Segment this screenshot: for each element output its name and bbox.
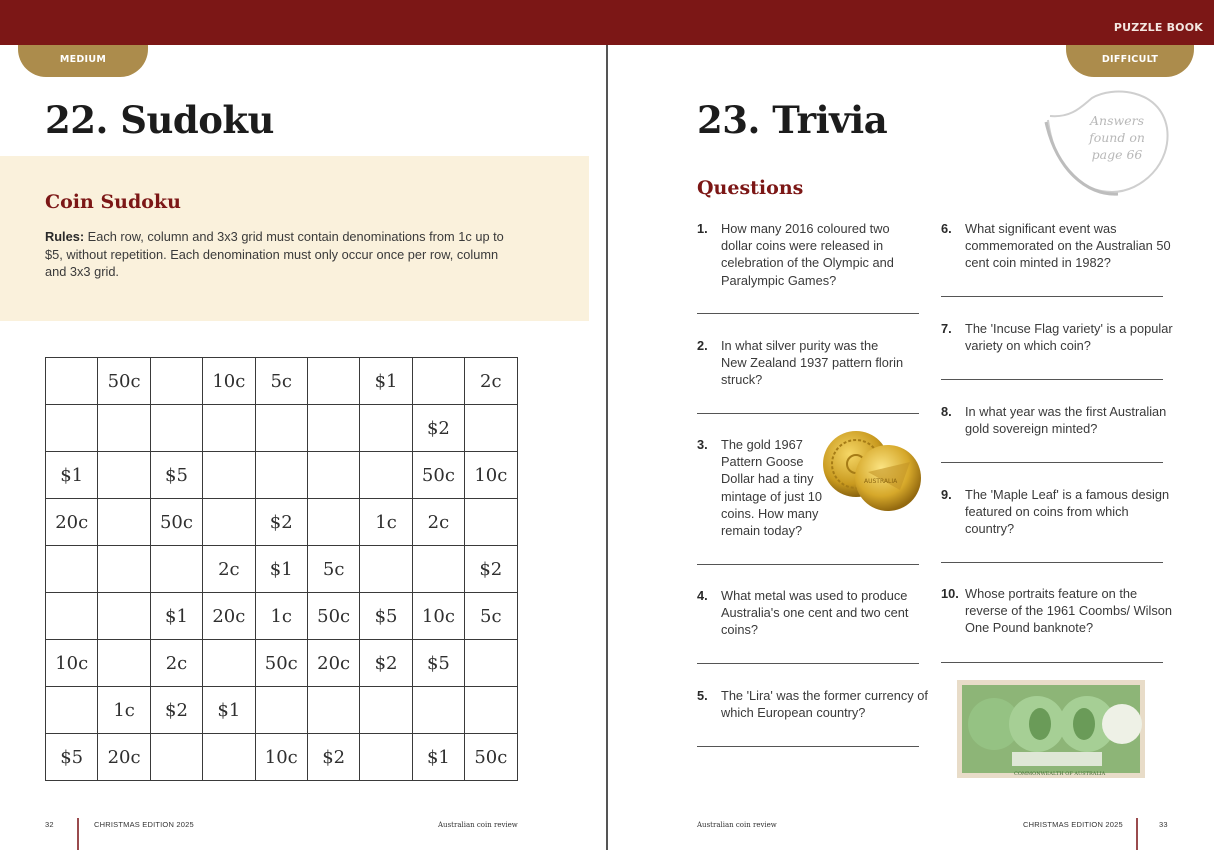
sudoku-given-cell: 1c <box>360 499 412 546</box>
section-label: PUZZLE BOOK <box>1113 21 1203 34</box>
svg-text:COMMONWEALTH OF AUSTRALIA: COMMONWEALTH OF AUSTRALIA <box>1014 771 1106 777</box>
question-2: 2. In what silver purity was the New Zealand 1937 pattern florin struck? <box>697 338 904 388</box>
questions-heading: Questions <box>697 177 804 199</box>
page-number-left: 32 <box>45 820 54 829</box>
publication-name-left: Australian coin review <box>438 821 518 829</box>
question-4: 4. What metal was used to produce Australia's one cent and two cent coins? <box>697 588 909 638</box>
sudoku-empty-cell[interactable] <box>150 734 202 781</box>
sudoku-row <box>46 405 518 452</box>
sudoku-empty-cell[interactable] <box>46 358 98 405</box>
sudoku-empty-cell[interactable] <box>203 499 255 546</box>
difficulty-tab-medium: MEDIUM <box>18 45 148 77</box>
svg-text:AUSTRALIA: AUSTRALIA <box>864 478 898 485</box>
sudoku-empty-cell[interactable] <box>98 593 150 640</box>
answers-speech-bubble <box>1042 88 1172 198</box>
rules-text <box>45 228 520 281</box>
page-title-sudoku: 22. Sudoku <box>45 98 274 142</box>
sudoku-given-cell: $5 <box>360 593 412 640</box>
publication-name-right: Australian coin review <box>697 821 777 829</box>
sudoku-empty-cell[interactable] <box>98 452 150 499</box>
page-title-trivia: 23. Trivia <box>697 98 888 142</box>
sudoku-given-cell: 10c <box>46 640 98 687</box>
sudoku-empty-cell[interactable] <box>46 405 98 452</box>
sudoku-given-cell: 20c <box>307 640 359 687</box>
sudoku-given-cell: 2c <box>150 640 202 687</box>
sudoku-empty-cell[interactable] <box>46 546 98 593</box>
sudoku-empty-cell[interactable] <box>203 452 255 499</box>
sudoku-empty-cell[interactable] <box>98 405 150 452</box>
sudoku-empty-cell[interactable] <box>255 687 307 734</box>
answer-line-6[interactable] <box>941 296 1163 297</box>
sudoku-empty-cell[interactable] <box>307 405 359 452</box>
sudoku-empty-cell[interactable] <box>150 358 202 405</box>
sudoku-empty-cell[interactable] <box>465 499 517 546</box>
sudoku-row <box>46 734 518 781</box>
sudoku-empty-cell[interactable] <box>255 405 307 452</box>
sudoku-row <box>46 687 518 734</box>
answer-line-7[interactable] <box>941 379 1163 380</box>
sudoku-empty-cell[interactable] <box>307 452 359 499</box>
sudoku-empty-cell[interactable] <box>307 687 359 734</box>
sudoku-empty-cell[interactable] <box>465 687 517 734</box>
sudoku-given-cell: 50c <box>307 593 359 640</box>
banknote-image <box>952 678 1148 782</box>
sudoku-given-cell: $2 <box>412 405 464 452</box>
sudoku-given-cell: 20c <box>203 593 255 640</box>
sudoku-given-cell: 50c <box>98 358 150 405</box>
sudoku-given-cell: $1 <box>46 452 98 499</box>
sudoku-empty-cell[interactable] <box>360 546 412 593</box>
sudoku-given-cell: 5c <box>255 358 307 405</box>
sudoku-given-cell: $1 <box>412 734 464 781</box>
sudoku-row <box>46 546 518 593</box>
sudoku-given-cell: $2 <box>150 687 202 734</box>
sudoku-given-cell: $2 <box>307 734 359 781</box>
question-3: 3. The gold 1967 Pattern Goose Dollar had a tiny mintage of just 10 coins. How many remain today? <box>697 437 823 539</box>
sudoku-given-cell: 1c <box>255 593 307 640</box>
sudoku-empty-cell[interactable] <box>412 546 464 593</box>
sudoku-given-cell: 20c <box>98 734 150 781</box>
sudoku-given-cell: 10c <box>203 358 255 405</box>
answer-line-2[interactable] <box>697 413 919 414</box>
rules-label: Rules: <box>45 229 85 244</box>
sudoku-empty-cell[interactable] <box>412 687 464 734</box>
sudoku-empty-cell[interactable] <box>98 546 150 593</box>
sudoku-row <box>46 499 518 546</box>
sudoku-empty-cell[interactable] <box>46 593 98 640</box>
sudoku-given-cell: 5c <box>465 593 517 640</box>
sudoku-given-cell: $1 <box>255 546 307 593</box>
sudoku-given-cell: 1c <box>98 687 150 734</box>
sudoku-given-cell: $5 <box>412 640 464 687</box>
sudoku-empty-cell[interactable] <box>203 640 255 687</box>
sudoku-empty-cell[interactable] <box>150 546 202 593</box>
sudoku-given-cell: 5c <box>307 546 359 593</box>
question-7: 7. The 'Incuse Flag variety' is a popular variety on which coin? <box>941 321 1173 354</box>
sudoku-given-cell: 50c <box>412 452 464 499</box>
sudoku-empty-cell[interactable] <box>203 405 255 452</box>
edition-label-left: CHRISTMAS EDITION 2025 <box>94 820 194 829</box>
sudoku-empty-cell[interactable] <box>307 499 359 546</box>
sudoku-given-cell: 50c <box>150 499 202 546</box>
sudoku-given-cell: $2 <box>360 640 412 687</box>
sudoku-given-cell: $5 <box>150 452 202 499</box>
gold-coin-image <box>820 430 928 512</box>
sudoku-given-cell: 10c <box>465 452 517 499</box>
top-banner <box>0 0 1214 45</box>
sudoku-given-cell: 50c <box>465 734 517 781</box>
sudoku-given-cell: $1 <box>203 687 255 734</box>
sudoku-given-cell: $1 <box>150 593 202 640</box>
difficulty-tab-difficult: DIFFICULT <box>1066 45 1194 77</box>
sudoku-given-cell: 2c <box>203 546 255 593</box>
answer-line-1[interactable] <box>697 313 919 314</box>
answer-line-8[interactable] <box>941 462 1163 463</box>
edition-label-right: CHRISTMAS EDITION 2025 <box>1023 820 1123 829</box>
sudoku-empty-cell[interactable] <box>360 405 412 452</box>
answer-line-10[interactable] <box>941 662 1163 663</box>
question-6: 6. What significant event was commemorated on the Australian 50 cent coin minted in 1982? <box>941 221 1171 271</box>
sudoku-empty-cell[interactable] <box>307 358 359 405</box>
sudoku-given-cell: 2c <box>412 499 464 546</box>
sudoku-empty-cell[interactable] <box>360 452 412 499</box>
footer-rule-right <box>1136 818 1138 850</box>
answer-line-5[interactable] <box>697 746 919 747</box>
sudoku-row <box>46 358 518 405</box>
answer-line-3[interactable] <box>697 564 919 565</box>
sudoku-empty-cell[interactable] <box>255 452 307 499</box>
sudoku-row <box>46 452 518 499</box>
sudoku-given-cell: $5 <box>46 734 98 781</box>
sudoku-empty-cell[interactable] <box>360 687 412 734</box>
question-8: 8. In what year was the first Australian gold sovereign minted? <box>941 404 1167 437</box>
sudoku-empty-cell[interactable] <box>98 640 150 687</box>
sudoku-grid <box>45 357 518 781</box>
footer-rule-left <box>77 818 79 850</box>
sudoku-empty-cell[interactable] <box>465 405 517 452</box>
question-5: 5. The 'Lira' was the former currency of which European country? <box>697 688 928 721</box>
sudoku-given-cell: 50c <box>255 640 307 687</box>
question-1: 1. How many 2016 coloured two dollar coins were released in celebration of the Olympic and Paralympic Games? <box>697 221 894 288</box>
sudoku-empty-cell[interactable] <box>203 734 255 781</box>
puzzle-heading: Coin Sudoku <box>45 191 181 213</box>
sudoku-given-cell: 10c <box>255 734 307 781</box>
sudoku-row <box>46 593 518 640</box>
sudoku-given-cell: $2 <box>255 499 307 546</box>
sudoku-empty-cell[interactable] <box>412 358 464 405</box>
sudoku-empty-cell[interactable] <box>150 405 202 452</box>
page-spine-divider <box>606 45 608 850</box>
sudoku-empty-cell[interactable] <box>98 499 150 546</box>
answer-line-4[interactable] <box>697 663 919 664</box>
sudoku-given-cell: 10c <box>412 593 464 640</box>
sudoku-given-cell: 2c <box>465 358 517 405</box>
sudoku-empty-cell[interactable] <box>465 640 517 687</box>
page-number-right: 33 <box>1159 820 1168 829</box>
rules-box <box>0 156 589 321</box>
sudoku-given-cell: $1 <box>360 358 412 405</box>
question-10: 10. Whose portraits feature on the reverse of the 1961 Coombs/ Wilson One Pound banknote? <box>941 586 1172 636</box>
sudoku-empty-cell[interactable] <box>360 734 412 781</box>
sudoku-given-cell: 20c <box>46 499 98 546</box>
sudoku-given-cell: $2 <box>465 546 517 593</box>
question-9: 9. The 'Maple Leaf' is a famous design featured on coins from which country? <box>941 487 1170 537</box>
rules-body: Each row, column and 3x3 grid must contain denominations from 1c up to $5, without repetition. Each denomination must only occur once per row, column and 3x3 grid. <box>45 229 504 279</box>
sudoku-row <box>46 640 518 687</box>
sudoku-empty-cell[interactable] <box>46 687 98 734</box>
answer-line-9[interactable] <box>941 562 1163 563</box>
answers-note-text: Answers found on page 66 <box>1089 113 1145 162</box>
